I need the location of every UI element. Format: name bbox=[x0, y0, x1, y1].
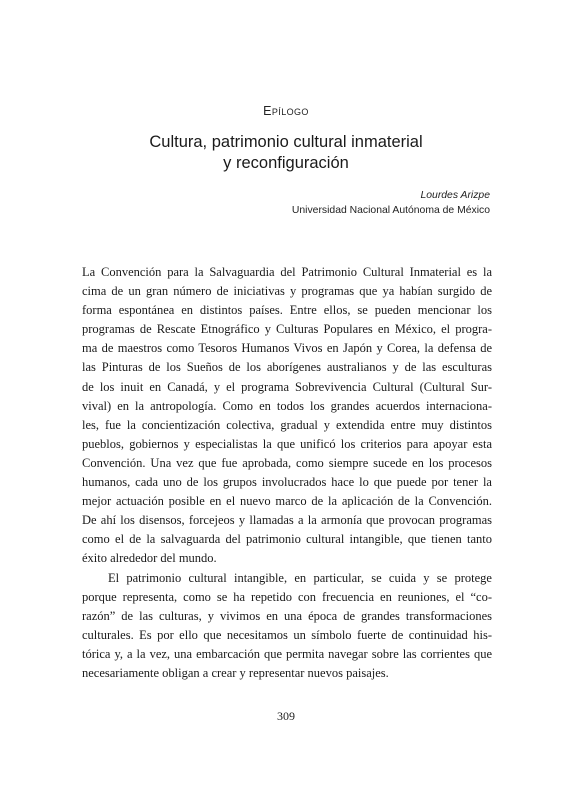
text-line: culturales. Es por ello que necesitamos un símbolo fuerte de continuidad his- bbox=[82, 627, 492, 642]
paragraph bbox=[82, 263, 492, 569]
text-line: las Pinturas de los Sueños de los aborígenes australianos y de las esculturas bbox=[82, 360, 492, 375]
title-line: Cultura, patrimonio cultural inmaterial bbox=[149, 133, 423, 151]
text-line: programas de Rescate Etnográfico y Culturas Populares en México, el progra- bbox=[82, 322, 492, 337]
text-line: Convención. Una vez que fue aprobada, como siempre sucede en los procesos bbox=[82, 455, 492, 470]
text-line: cima de un gran número de iniciativas y programas que ya habían surgido de bbox=[82, 284, 492, 299]
page-number: 309 bbox=[277, 709, 295, 723]
chapter-title bbox=[0, 132, 572, 174]
text-line: ma de maestros como Tesoros Humanos Vivos en Japón y Corea, la defensa de bbox=[82, 341, 492, 356]
text-line: De ahí los disensos, forcejeos y llamadas a la armonía que provocan programas bbox=[82, 513, 492, 528]
author-affiliation: Universidad Nacional Autónoma de México bbox=[291, 205, 490, 216]
text-line: como el de la salvaguarda del patrimonio cultural intangible, que tienen tanto bbox=[82, 532, 492, 547]
text-line: mejor actuación posible en el nuevo marco de la aplicación de la Convención. bbox=[82, 494, 492, 509]
text-line: humanos, cada uno de los grupos involucrados hace lo que puede por tener la bbox=[82, 475, 492, 490]
author-name: Lourdes Arizpe bbox=[420, 190, 490, 201]
text-line: vival) en la antropología. Como en todos los grandes acuerdos internaciona- bbox=[82, 398, 492, 413]
text-line: porque representa, como se ha repetido con frecuencia en reuniones, el “co- bbox=[82, 589, 492, 604]
text-line: de los inuit en Canadá, y el programa Sobrevivencia Cultural (Cultural Sur- bbox=[82, 379, 492, 394]
paragraph bbox=[82, 569, 492, 684]
author-block bbox=[292, 188, 490, 218]
text-line: razón” de las culturas, y vivimos en una época de grandes transformaciones bbox=[82, 608, 492, 623]
section-label: Epílogo bbox=[263, 104, 309, 118]
text-line: les, fue la concientización colectiva, gradual y extendida entre muy distintos bbox=[82, 417, 492, 432]
text-line: éxito alrededor del mundo. bbox=[82, 551, 217, 566]
title-line: y reconfiguración bbox=[223, 154, 349, 172]
text-line: El patrimonio cultural intangible, en particular, se cuida y se protege bbox=[108, 570, 492, 585]
text-line: necesariamente obligan a crear y representar nuevos paisajes. bbox=[82, 665, 389, 680]
text-line: La Convención para la Salvaguardia del Patrimonio Cultural Inmaterial es la bbox=[82, 265, 492, 279]
text-line: forma espontánea en distintos países. Entre ellos, se pueden mencionar los bbox=[82, 303, 492, 318]
text-line: pueblos, gobiernos y especialistas la que unificó los criterios para apoyar esta bbox=[82, 436, 492, 451]
text-line: tórica y, a la vez, una embarcación que permita navegar sobre las corrientes que bbox=[82, 646, 492, 661]
body-text bbox=[82, 263, 492, 683]
